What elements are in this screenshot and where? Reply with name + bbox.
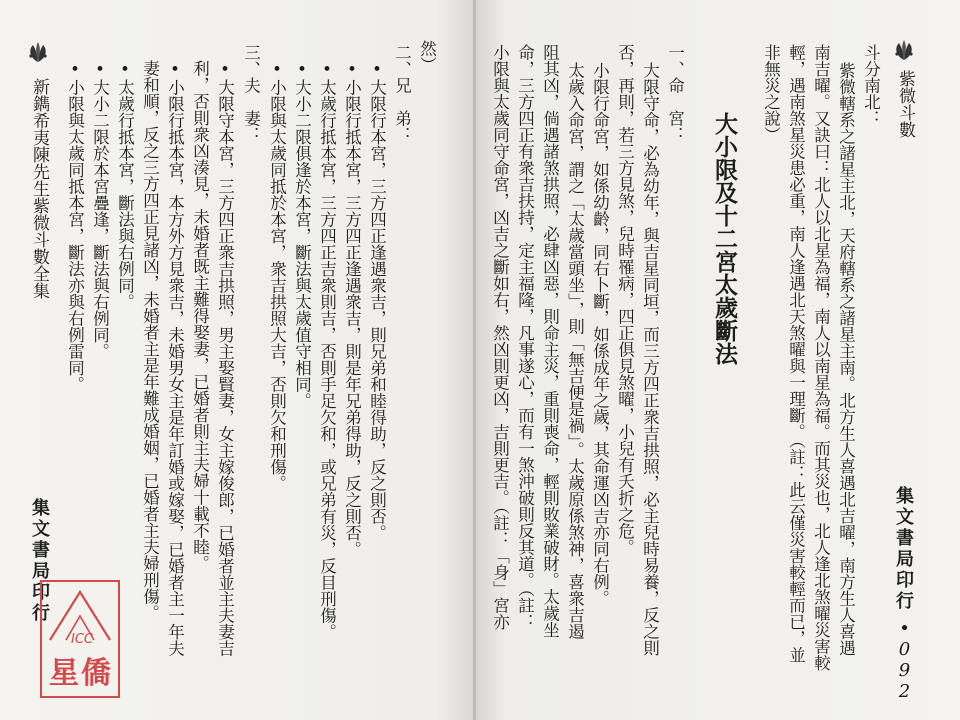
section-heading: 二、兄 弟： — [392, 44, 412, 143]
text-column: 小限行命宮，如係幼齡，同右卜斷，如係成年之歲，其命運凶吉亦同右例。 — [590, 62, 610, 607]
text-column: •小限行抵本宮，本方外方見衆吉，未婚男女主是年訂婚或嫁娶，已婚者主一年夫 — [165, 60, 185, 657]
text-column: 妻和順，反之三方四正見諸凶，未婚者主是年難成婚姻，已婚者主夫婦刑傷。 — [140, 60, 160, 621]
text-column: 利，否則衆凶湊見，未婚者既主難得娶妻，已婚者則主夫婦十載不睦。 — [190, 60, 210, 572]
text-column: •大小二限俱逢於本宮，斷法與太歲值守相同。 — [292, 60, 312, 409]
text-column: 大限守命，必為幼年，與吉星同垣，而三方四正衆吉拱照，必主兒時易養，反之則 — [640, 62, 660, 656]
page-number: •092 — [894, 618, 915, 702]
publisher-footer: 集文書局印行 — [893, 486, 914, 612]
text-column: •小限與太歲同抵於本宮，衆吉拱照大吉，否則欠和刑傷。 — [267, 60, 287, 492]
section-heading: 斗分南北： — [861, 44, 881, 127]
publisher-footer: 集文書局印行 — [29, 498, 50, 624]
text-column: 非無災之說） — [761, 44, 781, 143]
text-column: 命，三方四正有衆吉扶持，定主福隆，凡事遂心，而有一煞沖破則反其道。（註： — [515, 44, 535, 630]
section-heading: 三、夫 妻： — [241, 44, 261, 143]
text-column: 然） — [417, 40, 437, 73]
text-column: •大限守本宮，三方四正衆吉拱照，男主娶賢妻，女主嫁俊郎，已婚者並主夫妻吉 — [215, 60, 235, 657]
left-page — [0, 0, 474, 720]
chapter-title: 大小限及十二宮太歲斷法 — [711, 112, 737, 365]
floral-ornament-icon — [24, 38, 52, 66]
right-page — [476, 0, 960, 720]
section-heading: 一、命 宮： — [665, 44, 685, 143]
text-column: •大小二限於本宮疊逢，斷法與右例同。 — [90, 60, 110, 360]
text-column: 太歲入命宮，謂之「太歲當頭坐」，則「無吉便是禍」。太歲原係煞神，喜衆吉遏 — [565, 62, 585, 640]
text-column: •大限行本宮，三方四正逢遇衆吉，則兄弟和睦得助，反之則否。 — [367, 60, 387, 541]
text-column: •小限行抵本宮，三方四正逢遇衆吉，則是年兄弟得助，反之則否。 — [342, 60, 362, 558]
text-column: •小限與太歲同抵本宮，斷法亦與右例雷同。 — [65, 60, 85, 393]
running-head: 新鐫希夷陳先生紫微斗數全集 — [29, 78, 49, 299]
text-column: •太歲行抵本宮，三方四正吉衆則吉，否則手足欠和，或兄弟有災，反目刑傷。 — [317, 60, 337, 640]
stamp-latin-text: ICC — [71, 632, 93, 647]
text-column: 阻其凶，倘遇諸煞拱照，必肆凶惡，則命主災，重則喪命，輕則敗業破財。太歲坐 — [540, 44, 560, 638]
text-column: 小限與太歲同守命宮，凶吉之斷如右，然凶則更凶，吉則更吉。（註：「身」宮亦 — [490, 44, 510, 630]
text-column: 紫微轄系之諸星主北，天府轄系之諸星主南。北方生人喜遇北吉曜，南方生人喜遇 — [836, 62, 856, 656]
text-column: 否，再則，若三方見煞，兒時罹病，四正俱見煞曜，小兒有夭折之危。 — [615, 44, 635, 556]
floral-ornament-icon — [890, 36, 918, 64]
running-head: 紫微斗數 — [895, 70, 915, 138]
publisher-stamp — [40, 580, 120, 698]
text-column: 南吉曜。又訣曰：北人以北星為福，南人以南星為福。而其災也，北人逢北煞曜災害較 — [811, 44, 831, 671]
text-column: •太歲行抵本宮，斷法與右例同。 — [115, 60, 135, 310]
text-column: 輕，遇南煞星災患必重，南人逢遇北天煞曜與一理斷。（註：此云僅災害較輕而已，並 — [786, 44, 806, 663]
stamp-name-text: 星僑 — [49, 656, 113, 691]
